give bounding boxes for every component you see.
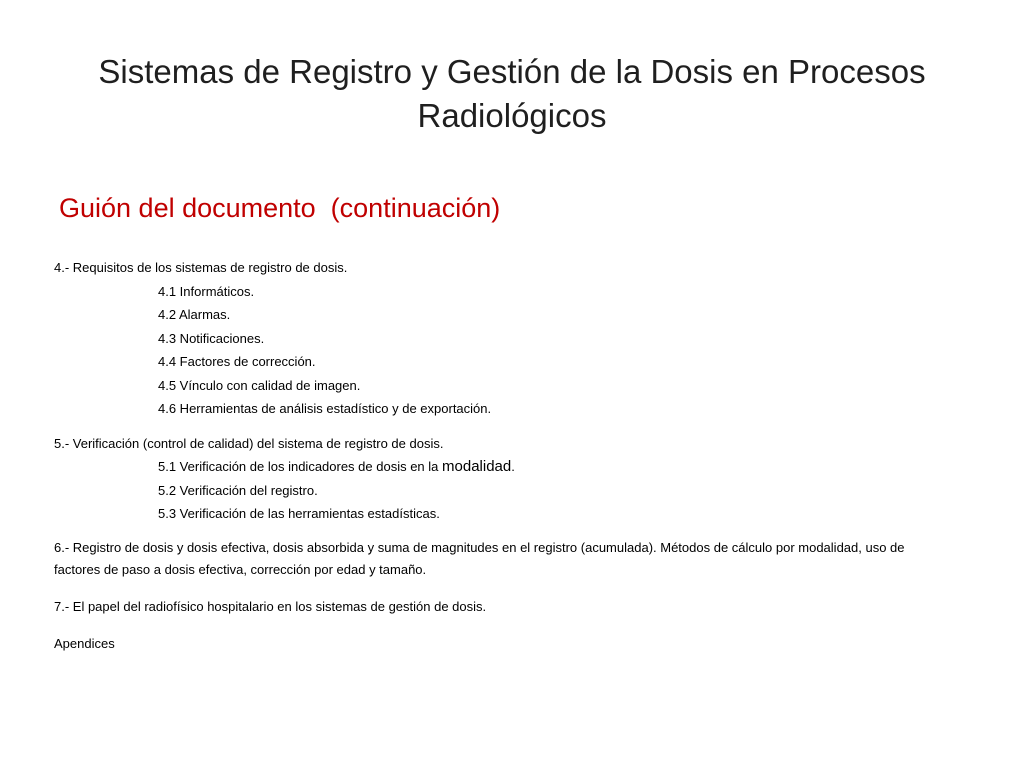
section-5-item: 5.3 Verificación de las herramientas estadísticas. xyxy=(158,506,440,521)
section-4-item: 4.5 Vínculo con calidad de imagen. xyxy=(158,377,361,393)
section-5-heading: 5.- Verificación (control de calidad) del sistema de registro de dosis. xyxy=(54,435,444,451)
section-4-item: 4.1 Informáticos. xyxy=(158,283,255,299)
spacer xyxy=(54,421,954,432)
section-5-item xyxy=(54,455,954,479)
appendix-label: Apendices xyxy=(54,636,115,651)
section-4-item: 4.4 Factores de corrección. xyxy=(158,354,316,369)
section-6-paragraph: 6.- Registro de dosis y dosis efectiva, dosis absorbida y suma de magnitudes en el registro (acumulada). Métodos de cálculo por modalidad, uso de factores de paso a dosis efectiva, corrección por edad y tamaño. xyxy=(54,539,905,577)
section-4-item: 4.2 Alarmas. xyxy=(158,307,231,322)
section-4-heading: 4.- Requisitos de los sistemas de registro de dosis. xyxy=(54,260,348,275)
slide-title: Sistemas de Registro y Gestión de la Dosis en Procesos Radiológicos xyxy=(98,53,926,134)
section-5-item-period: . xyxy=(511,459,515,474)
spacer xyxy=(54,526,954,537)
section-4-item: 4.3 Notificaciones. xyxy=(158,330,265,346)
spacer xyxy=(54,618,954,632)
section-4-item: 4.6 Herramientas de análisis estadístico y de exportación. xyxy=(158,401,492,416)
slide-subtitle: Guión del documento (continuación) xyxy=(59,193,501,223)
outline-body xyxy=(54,256,954,656)
section-5-item: 5.2 Verificación del registro. xyxy=(158,482,318,498)
section-5-item-text: 5.1 Verificación de los indicadores de dosis en la xyxy=(158,459,443,474)
section-7-paragraph: 7.- El papel del radiofísico hospitalario en los sistemas de gestión de dosis. xyxy=(54,598,487,614)
section-5-item-emphasis: modalidad xyxy=(442,458,512,475)
spacer xyxy=(54,581,954,595)
